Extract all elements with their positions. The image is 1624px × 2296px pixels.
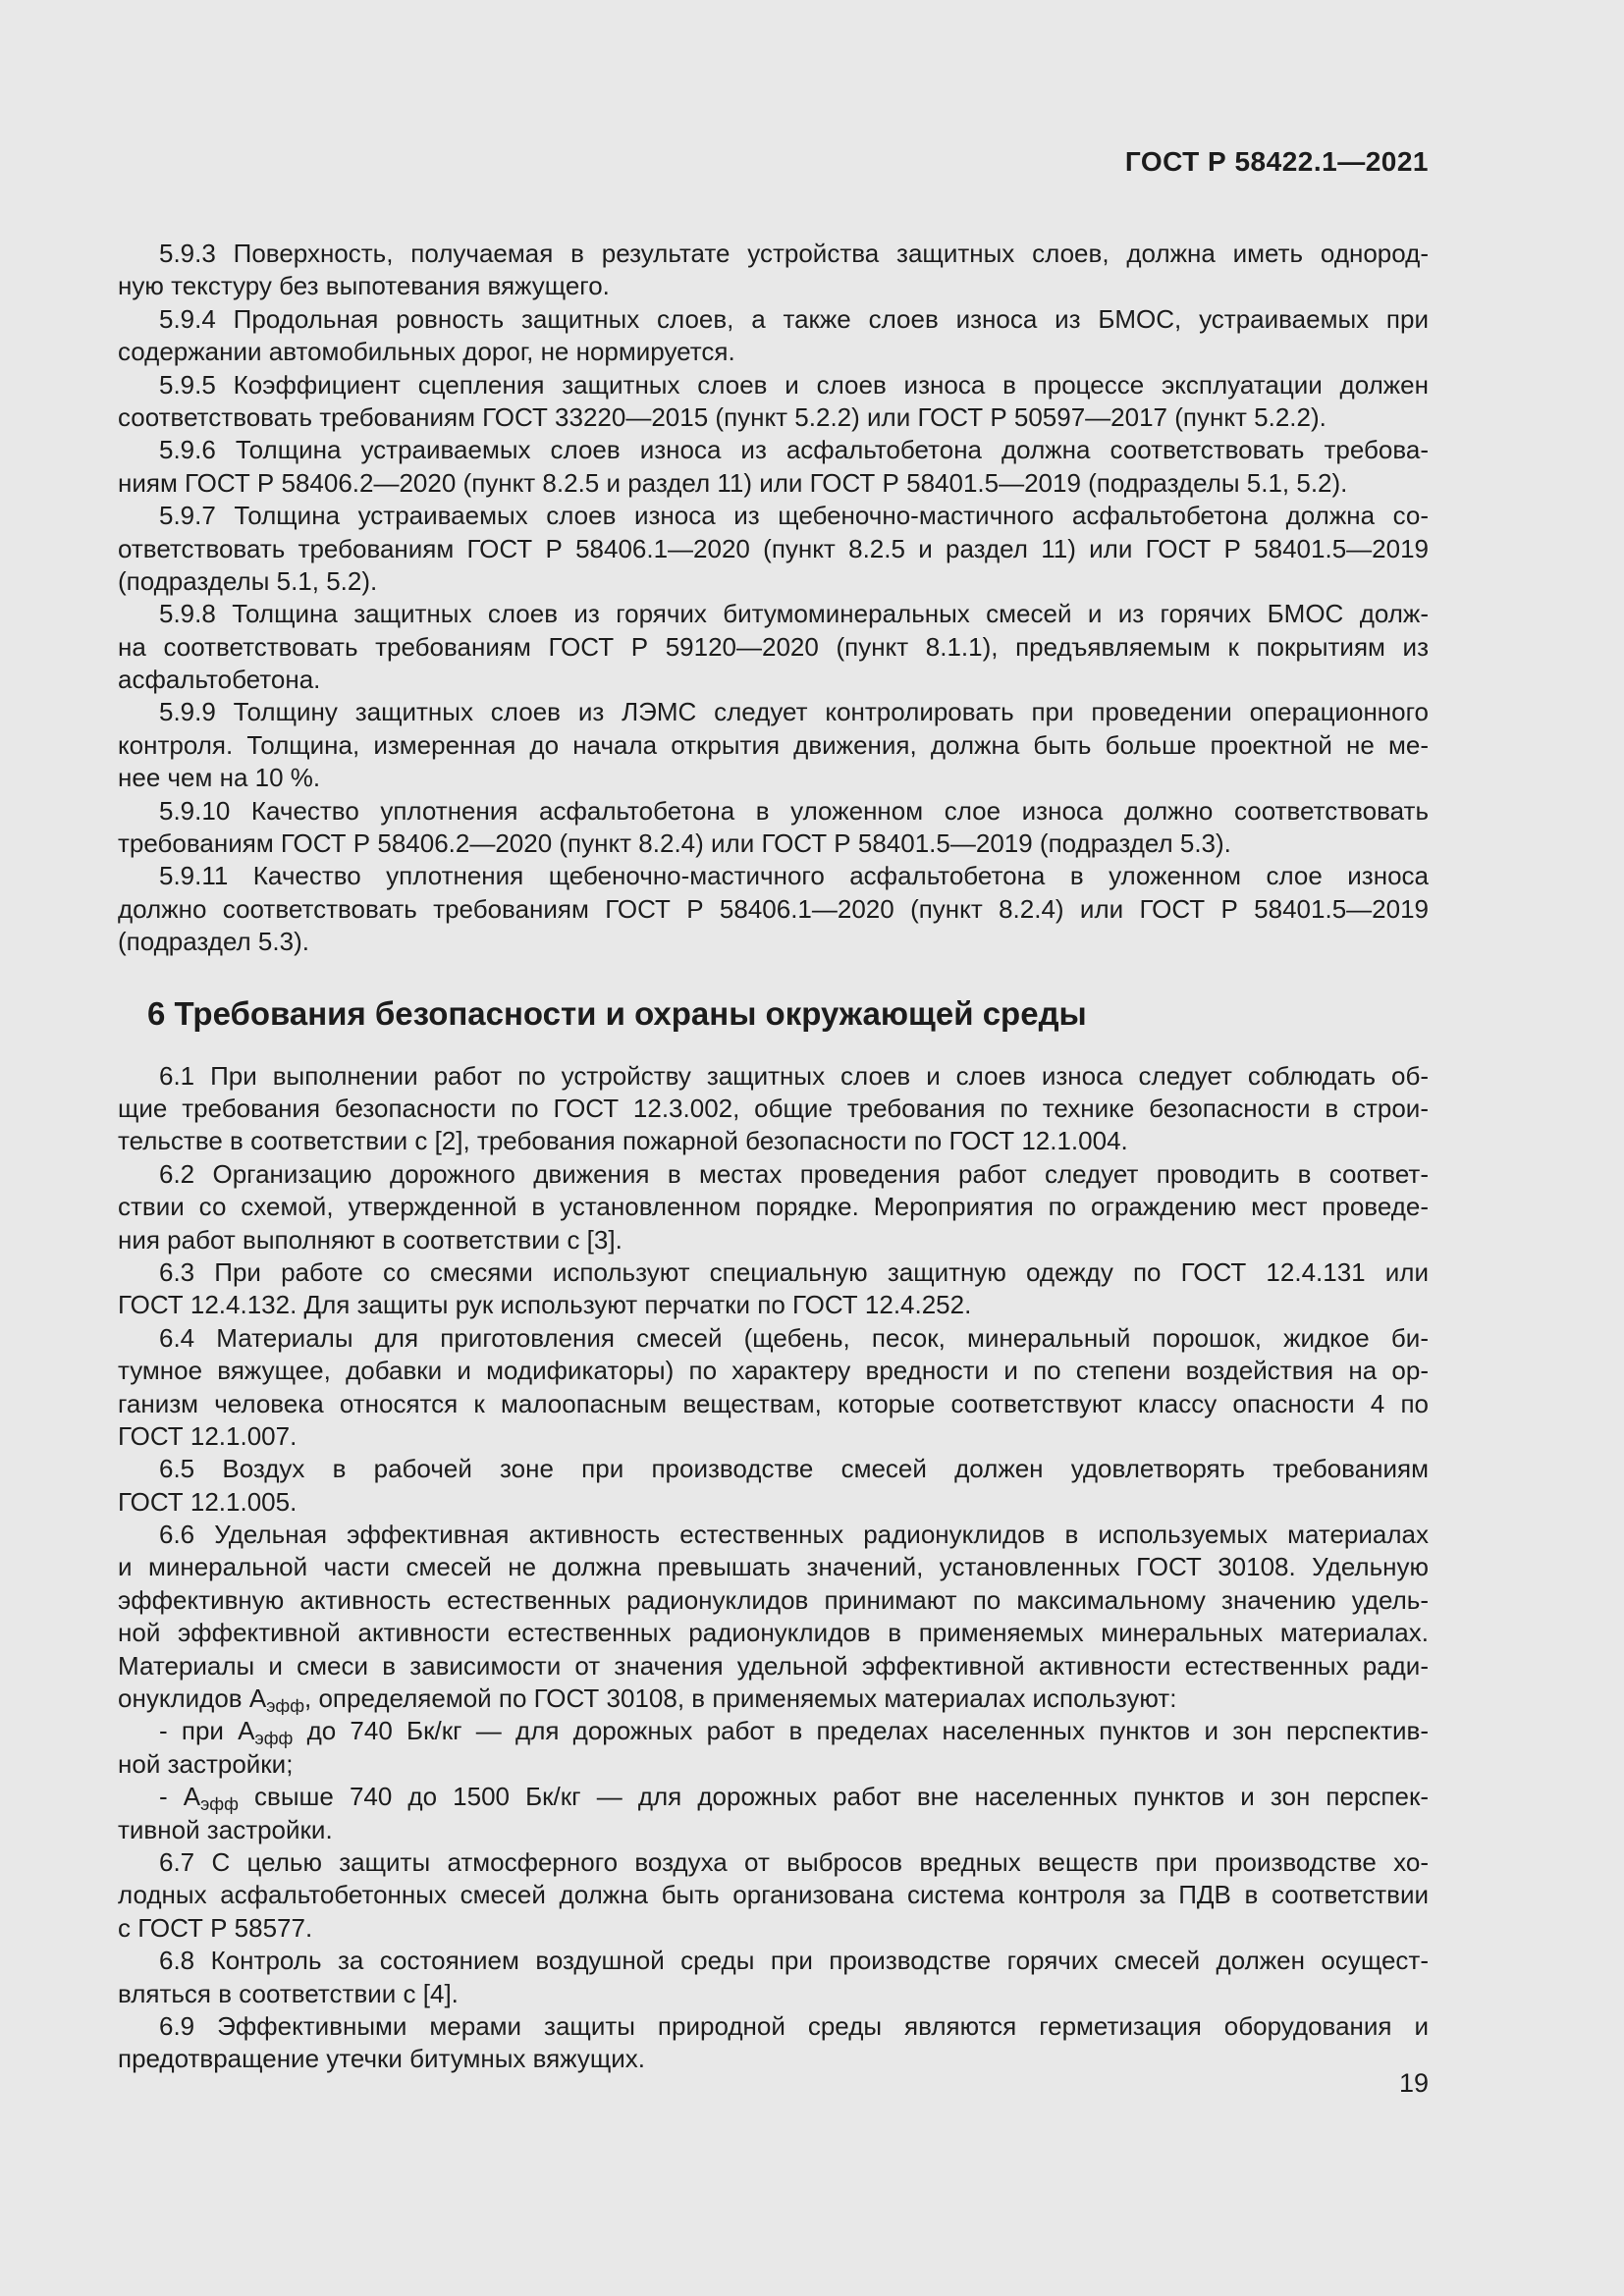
paragraph-6.2 [118, 1158, 1429, 1256]
paragraph-6.5 [118, 1453, 1429, 1519]
text-line: 5.9.4 Продольная ровность защитных слоев, а также слоев износа из БМОС, устраиваемых при [159, 303, 1429, 334]
text-line: - $А_{эфф}$ свыше 740 до 1500 Бк/кг — для дорожных работ вне населенных пунктов и зон перспек- [159, 1782, 1429, 1814]
text-line: 6.7 С целью защиты атмосферного воздуха от выбросов вредных веществ при производстве хо- [159, 1846, 1429, 1877]
text-line: Материалы и смеси в зависимости от значения удельной эффективной активности естественных ради- [118, 1650, 1429, 1681]
paragraph-6.9 [118, 2010, 1429, 2076]
paragraph-bullet-aeff-1500 [118, 1781, 1429, 1846]
text-line: 6.3 При работе со смесями используют специальную защитную одежду по ГОСТ 12.4.131 или [159, 1256, 1429, 1287]
paragraph-6.8 [118, 1945, 1429, 2010]
text-line: 6.1 При выполнении работ по устройству защитных слоев и слоев износа следует соблюдать об- [159, 1060, 1429, 1091]
text-line: ную текстуру без выпотевания вяжущего. [118, 271, 610, 301]
text-line: тивной застройки. [118, 1814, 333, 1844]
text-line: - при $А_{эфф}$ до 740 Бк/кг — для дорожных работ в пределах населенных пунктов и зон перспектив- [159, 1716, 1429, 1748]
running-header: ГОСТ Р 58422.1—2021 [1124, 146, 1429, 177]
text-line: ствии со схемой, утвержденной в установленном порядке. Мероприятия по ограждению мест проведе- [118, 1192, 1429, 1222]
subscript-text: эфф [266, 1696, 305, 1716]
text-line: эффективную активность естественных радионуклидов принимают по максимальному значению удель- [118, 1584, 1429, 1615]
text-line: на соответствовать требованиям ГОСТ Р 59120—2020 (пункт 8.1.1), предъявляемым к покрытиям из [118, 631, 1429, 662]
document-body [118, 238, 1429, 2076]
paragraph-5.9.7 [118, 500, 1429, 598]
text-line: тельстве в соответствии с [2], требования пожарной безопасности по ГОСТ 12.1.004. [118, 1126, 1128, 1156]
text-line: вляться в соответствии с [4]. [118, 1978, 459, 2008]
paragraph-6.6 [118, 1519, 1429, 1715]
paragraph-5.9.4 [118, 303, 1429, 369]
paragraph-5.9.9 [118, 696, 1429, 794]
text-line: 5.9.5 Коэффициент сцепления защитных слоев и слоев износа в процессе эксплуатации должен [159, 369, 1429, 400]
text-line: асфальтобетона. [118, 665, 321, 695]
text-line: требованиям ГОСТ Р 58406.2—2020 (пункт 8.2.4) или ГОСТ Р 58401.5—2019 (подраздел 5.3). [118, 828, 1231, 859]
text-line: онуклидов $А_{эфф}$, определяемой по ГОСТ 30108, в применяемых материалах используют: [118, 1683, 1177, 1716]
text-block [118, 145, 1429, 2076]
text-line: 6.2 Организацию дорожного движения в местах проведения работ следует проводить в соответ- [159, 1158, 1429, 1189]
text-line: 5.9.10 Качество уплотнения асфальтобетона в уложенном слое износа должно соответствовать [159, 795, 1429, 826]
text-line: и минеральной части смесей не должна превышать значений, установленных ГОСТ 30108. Удельную [118, 1552, 1429, 1582]
text-line: контроля. Толщина, измеренная до начала открытия движения, должна быть больше проектной не ме- [118, 729, 1429, 760]
subscript-text: эфф [200, 1794, 239, 1814]
text-line: ГОСТ 12.1.007. [118, 1420, 298, 1451]
paragraph-6.4 [118, 1322, 1429, 1454]
paragraph-5.9.8 [118, 598, 1429, 696]
paragraph-5.9.10 [118, 795, 1429, 861]
text-line: должно соответствовать требованиям ГОСТ Р 58406.1—2020 (пункт 8.2.4) или ГОСТ Р 58401.5—2019 [118, 893, 1429, 924]
paragraph-bullet-aeff-740 [118, 1715, 1429, 1781]
text-line: 5.9.7 Толщина устраиваемых слоев износа из щебеночно-мастичного асфальтобетона должна со- [159, 501, 1429, 531]
text-line: 5.9.11 Качество уплотнения щебеночно-мастичного асфальтобетона в уложенном слое износа [159, 861, 1429, 891]
text-line: (подраздел 5.3). [118, 927, 309, 957]
paragraph-6.1 [118, 1060, 1429, 1158]
paragraph-5.9.6 [118, 434, 1429, 500]
section-heading: 6 Требования безопасности и охраны окружающей среды [147, 994, 1087, 1032]
text-line: 6.4 Материалы для приготовления смесей (щебень, песок, минеральный порошок, жидкое би- [159, 1322, 1429, 1353]
text-line: лодных асфальтобетонных смесей должна быть организована система контроля за ПДВ в соответствии [118, 1880, 1429, 1910]
text-line: нее чем на 10 %. [118, 763, 321, 793]
text-line: ниям ГОСТ Р 58406.2—2020 (пункт 8.2.5 и раздел 11) или ГОСТ Р 58401.5—2019 (подразделы 5.1, 5.2). [118, 467, 1348, 498]
paragraph-6.3 [118, 1256, 1429, 1322]
paragraph-6.7 [118, 1846, 1429, 1945]
subscript-text: эфф [254, 1729, 294, 1748]
text-line: 5.9.6 Толщина устраиваемых слоев износа из асфальтобетона должна соответствовать требова- [159, 435, 1429, 465]
text-line: 6.9 Эффективными мерами защиты природной среды являются герметизация оборудования и [159, 2010, 1429, 2041]
text-line: 6.5 Воздух в рабочей зоне при производстве смесей должен удовлетворять требованиям [159, 1454, 1429, 1484]
text-line: тумное вяжущее, добавки и модификаторы) по характеру вредности и по степени воздействия на ор- [118, 1356, 1429, 1386]
text-line: щие требования безопасности по ГОСТ 12.3.002, общие требования по технике безопасности в строи- [118, 1093, 1429, 1123]
text-line: ния работ выполняют в соответствии с [3]. [118, 1224, 623, 1255]
paragraph-5.9.5 [118, 369, 1429, 435]
text-line: 6.6 Удельная эффективная активность естественных радионуклидов в используемых материалах [159, 1520, 1429, 1550]
text-line: 6.8 Контроль за состоянием воздушной среды при производстве горячих смесей должен осущест- [159, 1946, 1429, 1976]
text-line: 5.9.8 Толщина защитных слоев из горячих битумоминеральных смесей и из горячих БМОС долж- [159, 599, 1429, 629]
text-line: 5.9.3 Поверхность, получаемая в результате устройства защитных слоев, должна иметь однород- [159, 239, 1429, 268]
text-line: ГОСТ 12.1.005. [118, 1486, 298, 1517]
text-line: ной застройки; [118, 1748, 294, 1779]
text-line: ГОСТ 12.4.132. Для защиты рук используют перчатки по ГОСТ 12.4.252. [118, 1290, 972, 1320]
paragraph-5.9.3 [118, 238, 1429, 303]
text-line: предотвращение утечки битумных вяжущих. [118, 2044, 646, 2074]
text-line: ответствовать требованиям ГОСТ Р 58406.1—2020 (пункт 8.2.5 и раздел 11) или ГОСТ Р 58401.5—2019 [118, 533, 1429, 563]
text-line: с ГОСТ Р 58577. [118, 1912, 313, 1943]
text-line: (подразделы 5.1, 5.2). [118, 565, 378, 596]
paragraph-5.9.11 [118, 860, 1429, 958]
text-line: 5.9.9 Толщину защитных слоев из ЛЭМС следует контролировать при проведении операционного [159, 697, 1429, 727]
text-line: ганизм человека относятся к малоопасным веществам, которые соответствуют классу опасности 4 по [118, 1388, 1429, 1418]
page-number: 19 [1398, 2068, 1429, 2098]
text-line: соответствовать требованиям ГОСТ 33220—2015 (пункт 5.2.2) или ГОСТ Р 50597—2017 (пункт 5.2.2). [118, 401, 1326, 432]
text-line: ной эффективной активности естественных радионуклидов в применяемых минеральных материалах. [118, 1618, 1429, 1648]
text-line: содержании автомобильных дорог, не нормируется. [118, 337, 735, 367]
